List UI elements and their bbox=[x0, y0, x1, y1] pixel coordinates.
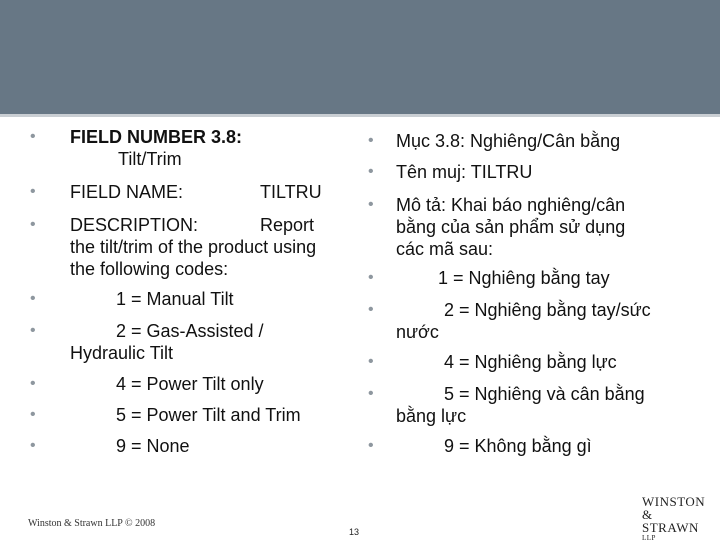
code-item-vi: 5 = Nghiêng và cân bằng bbox=[444, 384, 645, 404]
bullet: • bbox=[368, 353, 374, 370]
field-number-vi: Mục 3.8: Nghiêng/Cân bằng bbox=[396, 131, 621, 151]
bullet: • bbox=[30, 322, 36, 339]
code-item-cont: Hydraulic Tilt bbox=[70, 343, 174, 363]
code-item-vi: 2 = Nghiêng bằng tay/sức bbox=[444, 300, 651, 320]
description-value: Report bbox=[260, 215, 315, 235]
code-item: 1 = Manual Tilt bbox=[116, 289, 234, 309]
bullet: • bbox=[368, 132, 374, 149]
bullet: • bbox=[368, 163, 374, 180]
bullet: • bbox=[30, 183, 36, 200]
code-item: 5 = Power Tilt and Trim bbox=[116, 405, 301, 425]
bullet: • bbox=[368, 269, 374, 286]
code-item-vi: 9 = Không bằng gì bbox=[444, 436, 592, 456]
field-name-label: FIELD NAME: bbox=[70, 182, 184, 202]
page-number: 13 bbox=[349, 527, 360, 537]
description-label: DESCRIPTION: bbox=[70, 215, 199, 235]
description-vi-line: bằng của sản phẩm sử dụng bbox=[396, 217, 626, 237]
logo-line: & STRAWN bbox=[642, 507, 699, 535]
bullet: • bbox=[368, 437, 374, 454]
field-number-value: Tilt/Trim bbox=[118, 149, 182, 169]
banner-divider bbox=[0, 114, 720, 117]
logo-line: LLP bbox=[642, 534, 656, 542]
bullet: • bbox=[30, 216, 36, 233]
description-vi-line: các mã sau: bbox=[396, 239, 494, 259]
code-item: 2 = Gas-Assisted / bbox=[116, 321, 264, 341]
field-name-value: TILTRU bbox=[260, 182, 322, 202]
description-vi: Mô tả: Khai báo nghiêng/cân bbox=[396, 195, 626, 215]
field-number-label: FIELD NUMBER 3.8: bbox=[70, 127, 243, 147]
bullet: • bbox=[30, 290, 36, 307]
bullet: • bbox=[30, 375, 36, 392]
bullet: • bbox=[368, 196, 374, 213]
bullet: • bbox=[368, 385, 374, 402]
code-item-vi: 4 = Nghiêng bằng lực bbox=[444, 352, 617, 372]
bullet: • bbox=[30, 128, 36, 145]
copyright-footer: Winston & Strawn LLP © 2008 bbox=[28, 518, 156, 529]
code-item-vi-cont: bằng lực bbox=[396, 406, 467, 426]
description-line: the following codes: bbox=[70, 259, 229, 279]
logo-line: WINSTON bbox=[642, 494, 706, 509]
title-banner bbox=[0, 0, 720, 114]
description-line: the tilt/trim of the product using bbox=[70, 237, 317, 257]
code-item: 9 = None bbox=[116, 436, 190, 456]
bullet: • bbox=[368, 301, 374, 318]
code-item: 4 = Power Tilt only bbox=[116, 374, 264, 394]
company-logo bbox=[642, 495, 712, 542]
bullet: • bbox=[30, 437, 36, 454]
code-item-vi-cont: nước bbox=[396, 322, 439, 342]
code-item-vi: 1 = Nghiêng bằng tay bbox=[438, 268, 610, 288]
bullet: • bbox=[30, 406, 36, 423]
field-name-vi: Tên muj: TILTRU bbox=[396, 162, 533, 182]
